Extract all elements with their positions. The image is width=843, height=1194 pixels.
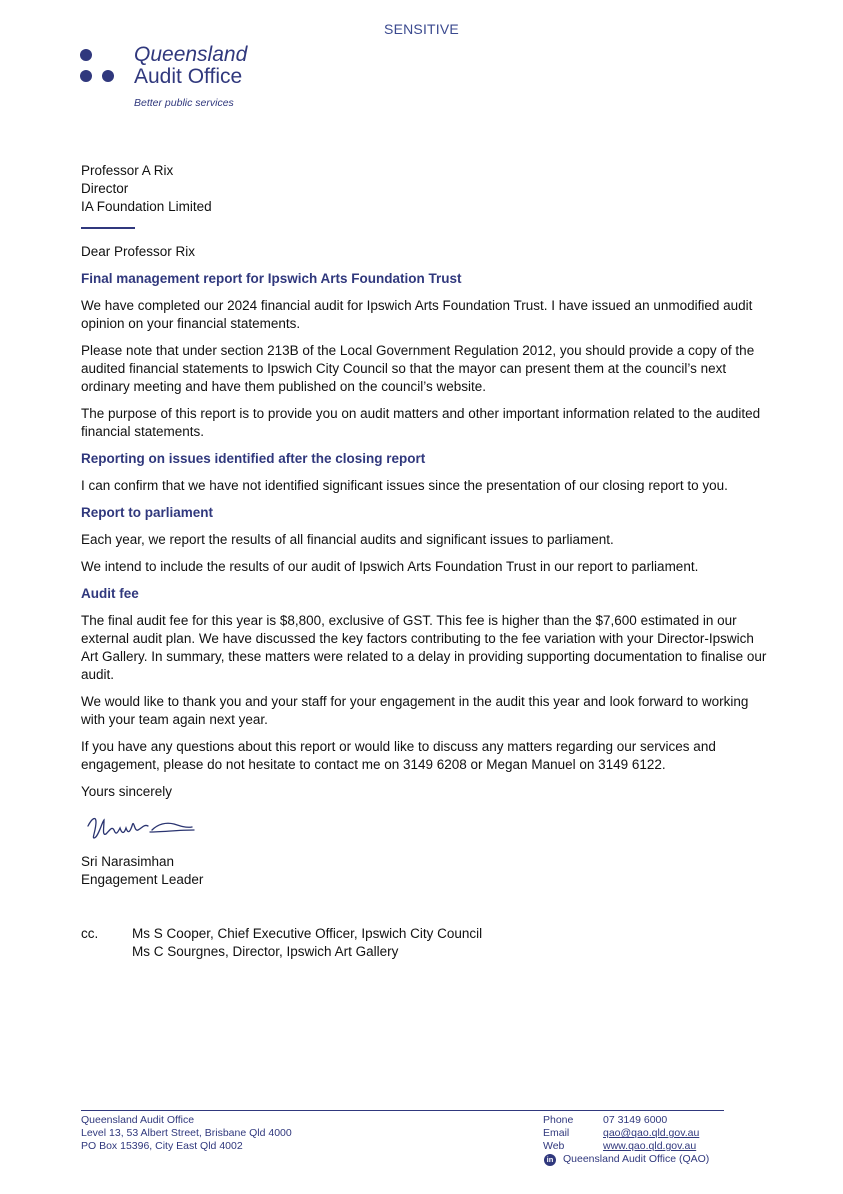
handwritten-signature [82, 808, 202, 848]
signatory-name: Sri Narasimhan [81, 854, 175, 869]
logo-dot [80, 49, 92, 61]
intro-paragraph-1: We have completed our 2024 financial audit for Ipswich Arts Foundation Trust. I have issued an unmodified audit opinion on your financial statements. [81, 298, 753, 331]
audit-fee-paragraph-1: The final audit fee for this year is $8,800, exclusive of GST. This fee is higher than the $7,600 estimated in our external audit plan. We have discussed the key factors contributing to the fee variation with your Director-Ipswich Art Gallery. In summary, these matters were related to a delay in providing supporting documentation to finalise our audit. [81, 613, 767, 682]
cc-item: Ms S Cooper, Chief Executive Officer, Ipswich City Council [132, 926, 483, 941]
recipient-organisation: IA Foundation Limited [81, 199, 212, 214]
logo-dot [102, 70, 114, 82]
issues-heading: Reporting on issues identified after the closing report [81, 451, 426, 466]
logo-line-2: Audit Office [134, 65, 243, 88]
parliament-heading: Report to parliament [81, 505, 214, 520]
classification-label: SENSITIVE [384, 21, 459, 37]
closing: Yours sincerely [81, 784, 173, 799]
web-label: Web [543, 1140, 565, 1152]
recipient-name: Professor A Rix [81, 163, 174, 178]
audit-fee-paragraph-2: We would like to thank you and your staff for your engagement in the audit this year and look forward to working with your team again next year. [81, 694, 749, 727]
logo-dot [80, 70, 92, 82]
linkedin-link[interactable]: Queensland Audit Office (QAO) [563, 1153, 710, 1165]
footer-address [81, 1114, 292, 1153]
signatory-role: Engagement Leader [81, 872, 204, 887]
address-divider [81, 227, 135, 229]
phone-label: Phone [543, 1114, 574, 1126]
cc-label: cc. [81, 926, 99, 941]
cc-list [132, 925, 482, 961]
parliament-paragraph-1: Each year, we report the results of all financial audits and significant issues to parliament. [81, 532, 614, 547]
phone-number: 07 3149 6000 [603, 1114, 668, 1126]
salutation: Dear Professor Rix [81, 244, 196, 259]
email-link[interactable]: qao@qao.qld.gov.au [603, 1127, 700, 1139]
recipient-address [81, 162, 212, 216]
cc-item: Ms C Sourgnes, Director, Ipswich Art Gallery [132, 944, 399, 959]
recipient-title: Director [81, 181, 129, 196]
parliament-paragraph-2: We intend to include the results of our audit of Ipswich Arts Foundation Trust in our report to parliament. [81, 559, 699, 574]
intro-paragraph-3: The purpose of this report is to provide you on audit matters and other important information related to the audited financial statements. [81, 406, 761, 439]
logo-line-1: Queensland [134, 43, 248, 66]
audit-fee-heading: Audit fee [81, 586, 139, 601]
web-link[interactable]: www.qao.qld.gov.au [603, 1140, 697, 1152]
qao-logo-wordmark [134, 44, 247, 88]
footer-org: Queensland Audit Office [81, 1114, 195, 1126]
footer-address-line-2: PO Box 15396, City East Qld 4002 [81, 1140, 243, 1152]
linkedin-icon: in [544, 1154, 556, 1166]
signatory-block [81, 853, 203, 889]
audit-fee-paragraph-3: If you have any questions about this report or would like to discuss any matters regarding our services and engagement, please do not hesitate to contact me on 3149 6208 or Megan Manuel on 3149 6122. [81, 739, 716, 772]
email-label: Email [543, 1127, 570, 1139]
logo-tagline: Better public services [134, 97, 234, 109]
letter-body [81, 243, 771, 810]
issues-paragraph: I can confirm that we have not identified significant issues since the presentation of our closing report to you. [81, 478, 728, 493]
footer-address-line-1: Level 13, 53 Albert Street, Brisbane Qld 4000 [81, 1127, 292, 1139]
subject-heading: Final management report for Ipswich Arts Foundation Trust [81, 271, 462, 286]
intro-paragraph-2: Please note that under section 213B of the Local Government Regulation 2012, you should provide a copy of the audited financial statements to Ipswich City Council so that the mayor can present them at the council’s next ordinary meeting and have them published on the council’s website. [81, 343, 755, 394]
footer-divider [81, 1110, 724, 1111]
qao-logo-dots [80, 49, 124, 89]
